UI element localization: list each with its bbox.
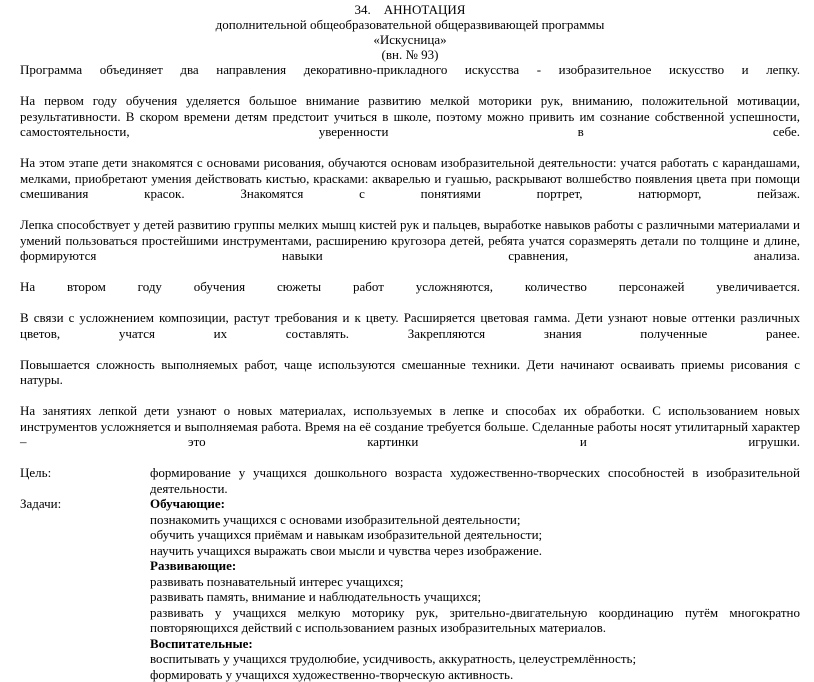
paragraph: В связи с усложнением композиции, растут требования и к цвету. Расширяется цветовая гамма. Дети узнают новые оттенки различных цветов, учатся их составлять. Закрепляются знания полученные ранее. bbox=[20, 310, 800, 357]
paragraph: На этом этапе дети знакомятся с основами рисования, обучаются основам изобразительной деятельности: учатся работать с карандашами, мелками, приобретают умения действовать кистью, красками: акварелью и гуашью, раскрывают волшебство появления цвета при помощи смешивания красок. Знакомятся с понятиями портрет, натюрморт, пейзаж. bbox=[20, 155, 800, 217]
goal-label: Цель: bbox=[20, 465, 150, 496]
tasks-list bbox=[150, 496, 800, 682]
task-item: развивать у учащихся мелкую моторику рук, зрительно-двигательную координацию путём многократно повторяющихся действий с использованием разных изобразительных материалов. bbox=[150, 605, 800, 636]
task-item: развивать память, внимание и наблюдательность учащихся; bbox=[150, 589, 800, 605]
paragraph: Повышается сложность выполняемых работ, чаще используются смешанные техники. Дети начинают осваивать приемы рисования с натуры. bbox=[20, 357, 800, 404]
document-subtitle: дополнительной общеобразовательной общеразвивающей программы bbox=[20, 17, 800, 32]
goal-text: формирование у учащихся дошкольного возраста художественно-творческих способностей в изобразительной деятельности. bbox=[150, 465, 800, 496]
task-item: обучить учащихся приёмам и навыкам изобразительной деятельности; bbox=[150, 527, 800, 543]
task-item: воспитывать у учащихся трудолюбие, усидчивость, аккуратность, целеустремлённость; bbox=[150, 651, 800, 667]
tasks-label: Задачи: bbox=[20, 496, 150, 682]
annotation-document bbox=[20, 2, 800, 682]
paragraph: На занятиях лепкой дети узнают о новых материалах, используемых в лепке и способах их обработки. С использованием новых инструментов усложняется и выполняемая работа. Время на её создание требуется больше. Сделанные работы носят утилитарный характер – это картинки и игрушки. bbox=[20, 403, 800, 465]
title-line bbox=[20, 2, 800, 17]
paragraph: На втором году обучения сюжеты работ усложняются, количество персонажей увеличивается. bbox=[20, 279, 800, 310]
program-version: (вн. № 93) bbox=[20, 47, 800, 62]
task-item: научить учащихся выражать свои мысли и чувства через изображение. bbox=[150, 543, 800, 559]
tasks-row bbox=[20, 496, 800, 682]
document-title: АННОТАЦИЯ bbox=[384, 2, 466, 17]
section-number: 34. bbox=[355, 2, 371, 17]
paragraph: На первом году обучения уделяется большое внимание развитию мелкой моторики рук, вниманию, положительной мотивации, результативности. В скором времени детям предстоит учиться в школе, поэтому можно привить им сознание собственной успешности, самостоятельности, уверенности в себе. bbox=[20, 93, 800, 155]
goal-row bbox=[20, 465, 800, 496]
paragraph: Лепка способствует у детей развитию группы мелких мышц кистей рук и пальцев, выработке навыков работы с различными материалами и умений пользоваться простейшими инструментами, расширению кругозора детей, ребята учатся соразмерять детали по толщине и длине, формируются навыки сравнения, анализа. bbox=[20, 217, 800, 279]
task-item: развивать познавательный интерес учащихся; bbox=[150, 574, 800, 590]
document-header bbox=[20, 2, 800, 62]
task-group-title: Обучающие: bbox=[150, 496, 800, 512]
paragraph: Программа объединяет два направления декоративно-прикладного искусства - изобразительное искусство и лепку. bbox=[20, 62, 800, 93]
task-item: формировать у учащихся художественно-творческую активность. bbox=[150, 667, 800, 682]
program-name: «Искусница» bbox=[20, 32, 800, 47]
task-group-title: Развивающие: bbox=[150, 558, 800, 574]
task-item: познакомить учащихся с основами изобразительной деятельности; bbox=[150, 512, 800, 528]
task-group-title: Воспитательные: bbox=[150, 636, 800, 652]
